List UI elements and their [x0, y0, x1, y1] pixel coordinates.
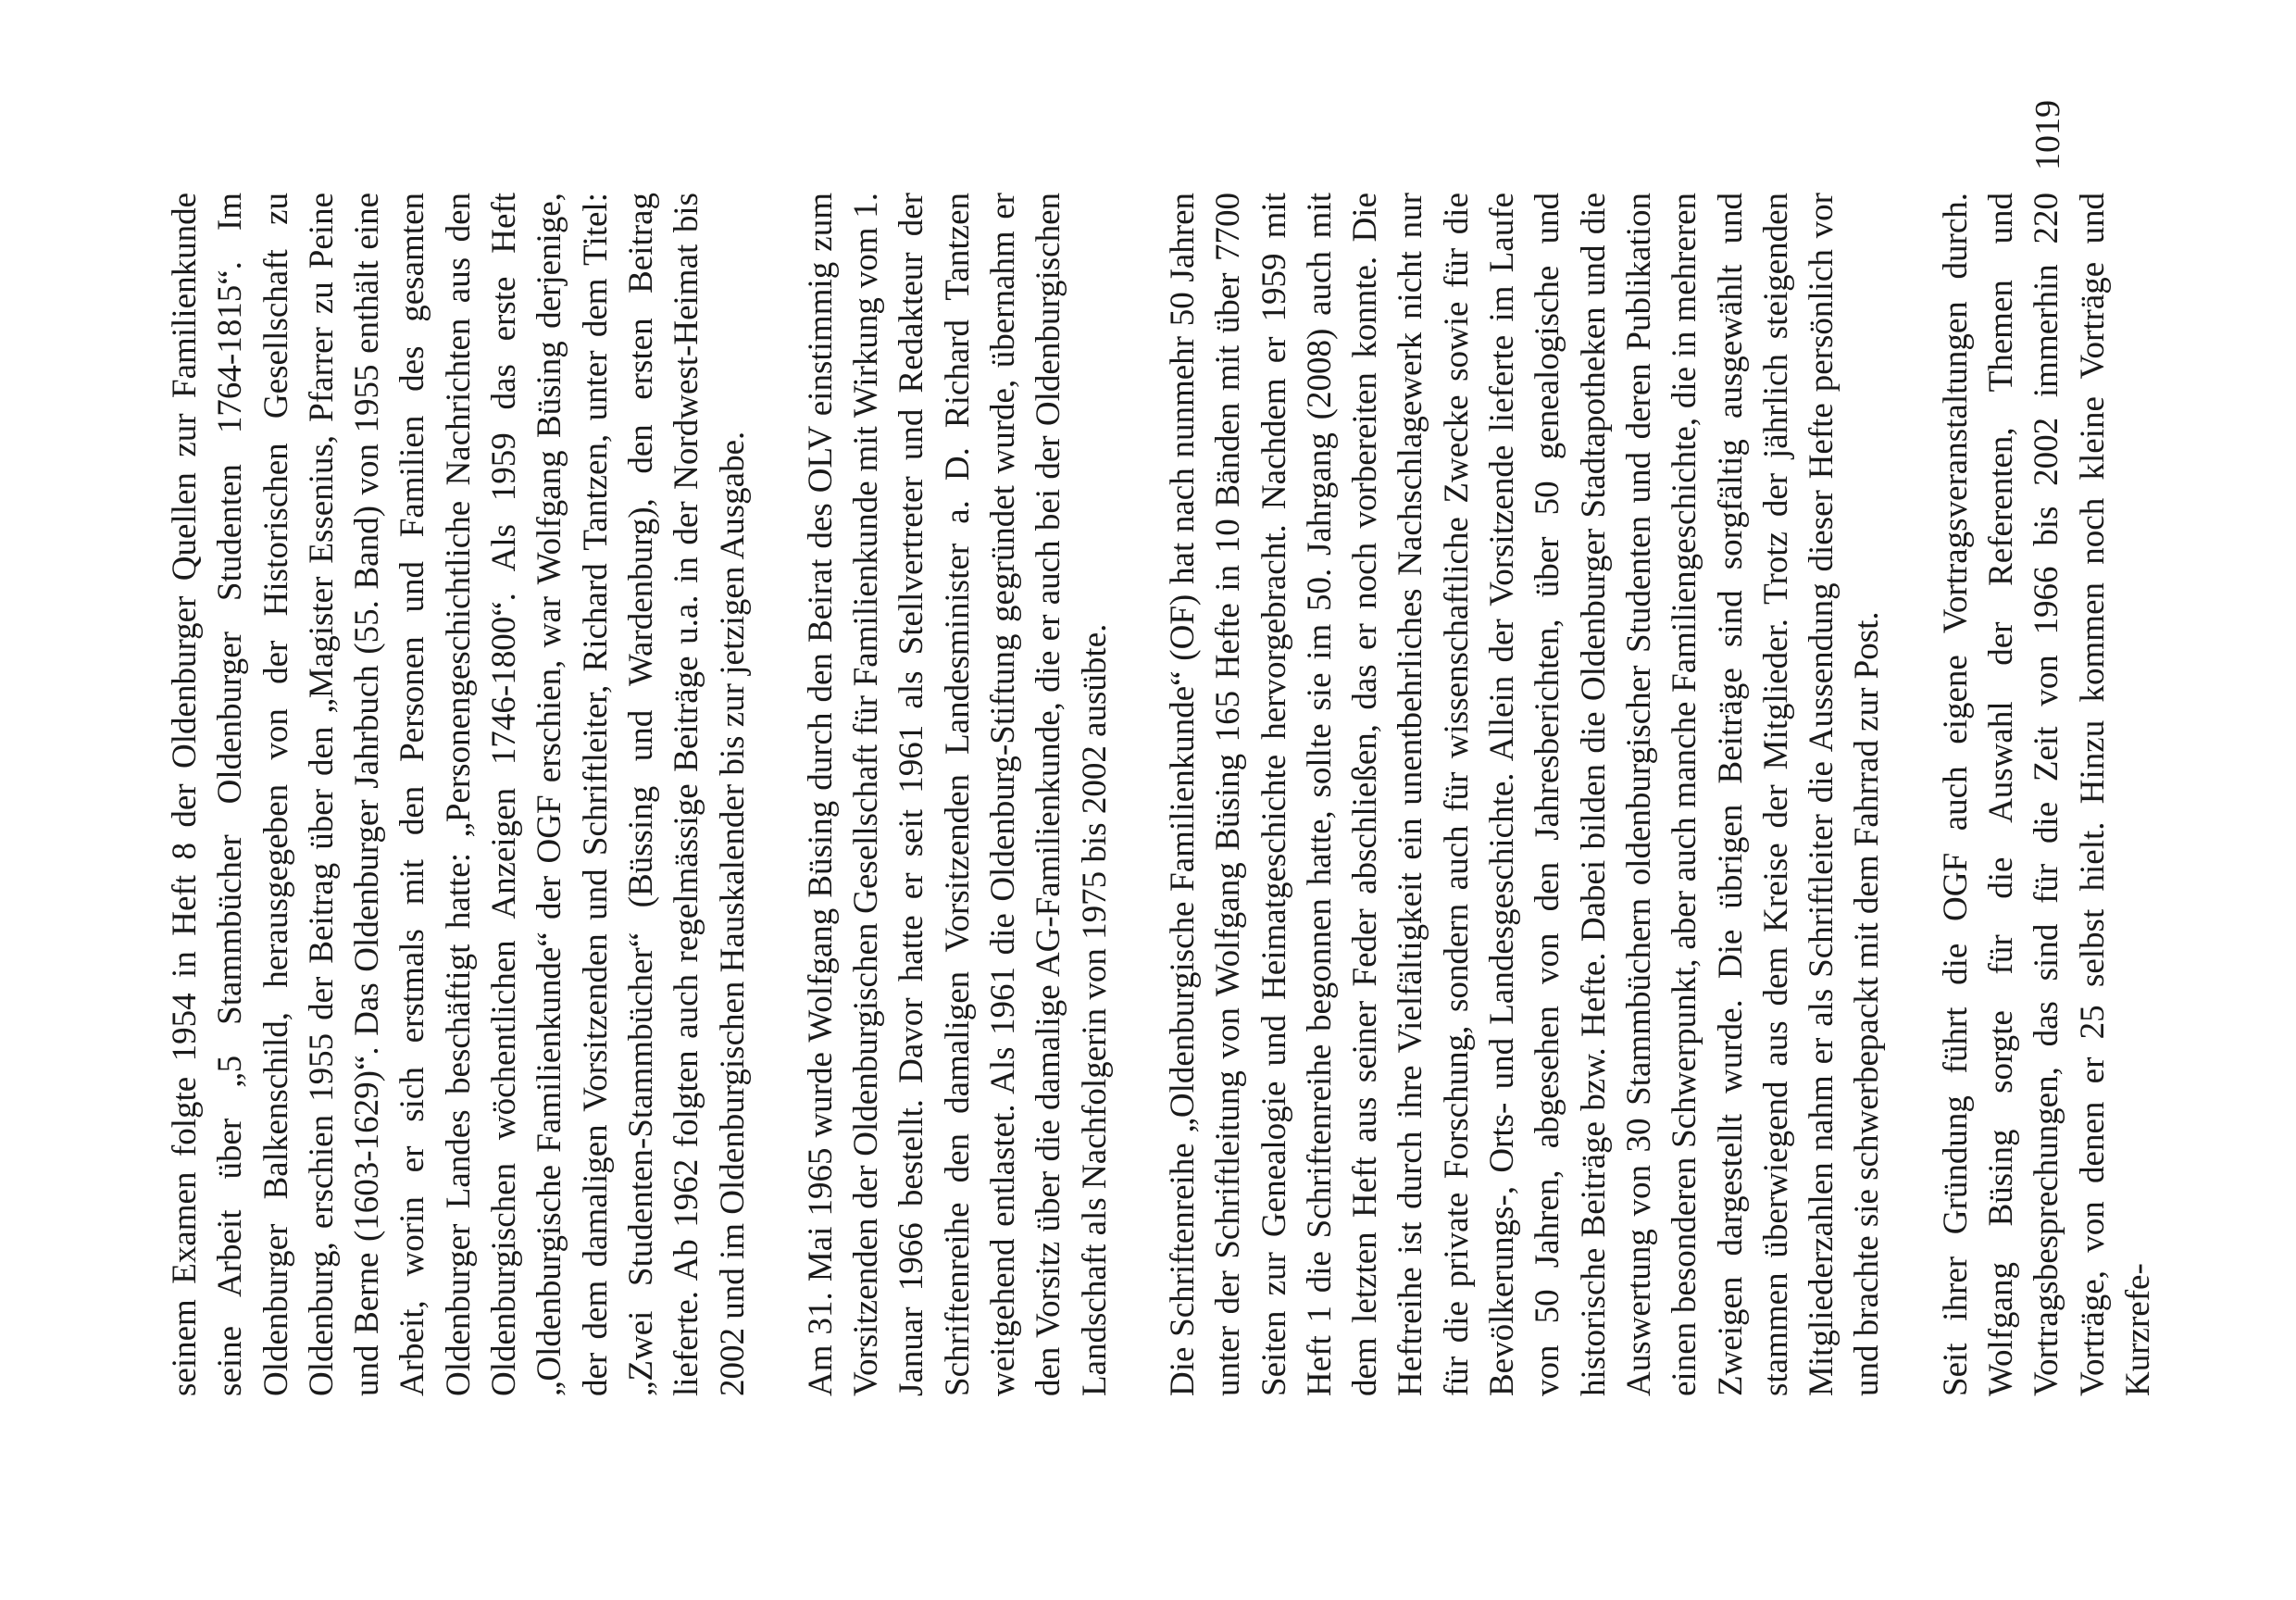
paragraph-1: seinem Examen folgte 1954 in Heft 8 der Oldenburger Quellen zur Familienkunde seine Arbeit über „5 Stammbücher Oldenburger Studenten 1764-1815“. Im Oldenburger Balkenschild, herausgegeben von der Historischen Gesellschaft zu Oldenburg, erschien 1955 der Beitrag über den „Magister Essenius, Pfarrer zu Peine und Berne (1603-1629)“. Das Oldenburger Jahrbuch (55. Band) von 1955 enthält eine Arbeit, worin er sich erstmals mit den Personen und Familien des gesamten Oldenburger Landes beschäftigt hatte: „Personengeschichtliche Nachrichten aus den Oldenburgischen wöchentlichen Anzeigen 1746-1800“. Als 1959 das erste Heft „Oldenburgische Familienkunde“ der OGF erschien, war Wolfgang Büsing derjenige, der dem damaligen Vorsitzenden und Schriftleiter, Richard Tantzen, unter dem Titel: „Zwei Studenten-Stammbücher“ (Büssing und Wardenburg), den ersten Beitrag lieferte. Ab 1962 folgten auch regelmässige Beiträge u.a. in der Nordwest-Heimat bis 2002 und im Oldenburgischen Hauskalender bis zur jetzigen Ausgabe.	[166, 193, 752, 1396]
body-text	[162, 193, 2203, 1396]
page-number: 1019	[2028, 100, 2067, 170]
paragraph-3: Die Schriftenreihe „Oldenburgische Familienkunde“ (OF) hat nach nunmehr 50 Jahren unter der Schriftleitung von Wolfgang Büsing 165 Hefte in 10 Bänden mit über 7700 Seiten zur Genealogie und Heimatgeschichte hervorgebracht. Nachdem er 1959 mit Heft 1 die Schriftenreihe begonnen hatte, sollte sie im 50. Jahrgang (2008) auch mit dem letzten Heft aus seiner Feder abschließen, das er noch vorbereiten konnte. Die Heftreihe ist durch ihre Vielfältigkeit ein unentbehrliches Nachschlagewerk nicht nur für die private Forschung, sondern auch für wissenschaftliche Zwecke sowie für die Bevölkerungs-, Orts- und Landesgeschichte. Allein der Vorsitzende lieferte im Laufe von 50 Jahren, abgesehen von den Jahresberichten, über 50 genealogische und historische Beiträge bzw. Hefte. Dabei bilden die Oldenburger Stadtapotheken und die Auswertung von 30 Stammbüchern oldenburgischer Studenten und deren Publikation einen besonderen Schwerpunkt, aber auch manche Familiengeschichte, die in mehreren Zweigen dargestellt wurde. Die übrigen Beiträge sind sorgfältig ausgewählt und stammen überwiegend aus dem Kreise der Mitglieder. Trotz der jährlich steigenden Mitgliederzahlen nahm er als Schriftleiter die Aussendung dieser Hefte persönlich vor und brachte sie schwerbepackt mit dem Fahrrad zur Post.	[1163, 193, 1887, 1396]
paragraph-4: Seit ihrer Gründung führt die OGF auch eigene Vortragsveranstaltungen durch. Wolfgang Büsing sorgte für die Auswahl der Referenten, Themen und Vortragsbesprechungen, das sind für die Zeit von 1966 bis 2002 immerhin 220 Vorträge, von denen er 25 selbst hielt. Hinzu kommen noch kleine Vorträge und Kurzrefe-	[1936, 193, 2157, 1396]
paragraph-2: Am 31. Mai 1965 wurde Wolfgang Büsing durch den Beirat des OLV einstimmig zum Vorsitzenden der Oldenburgischen Gesellschaft für Familienkunde mit Wirkung vom 1. Januar 1966 bestellt. Davor hatte er seit 1961 als Stellvertreter und Redakteur der Schriftenreihe den damaligen Vorsitzenden Landesminister a. D. Richard Tantzen weitgehend entlastet. Als 1961 die Oldenburg-Stiftung gegründet wurde, übernahm er den Vorsitz über die damalige AG-Familienkunde, die er auch bei der Oldenburgischen Landschaft als Nachfolgerin von 1975 bis 2002 ausübte.	[801, 193, 1114, 1396]
